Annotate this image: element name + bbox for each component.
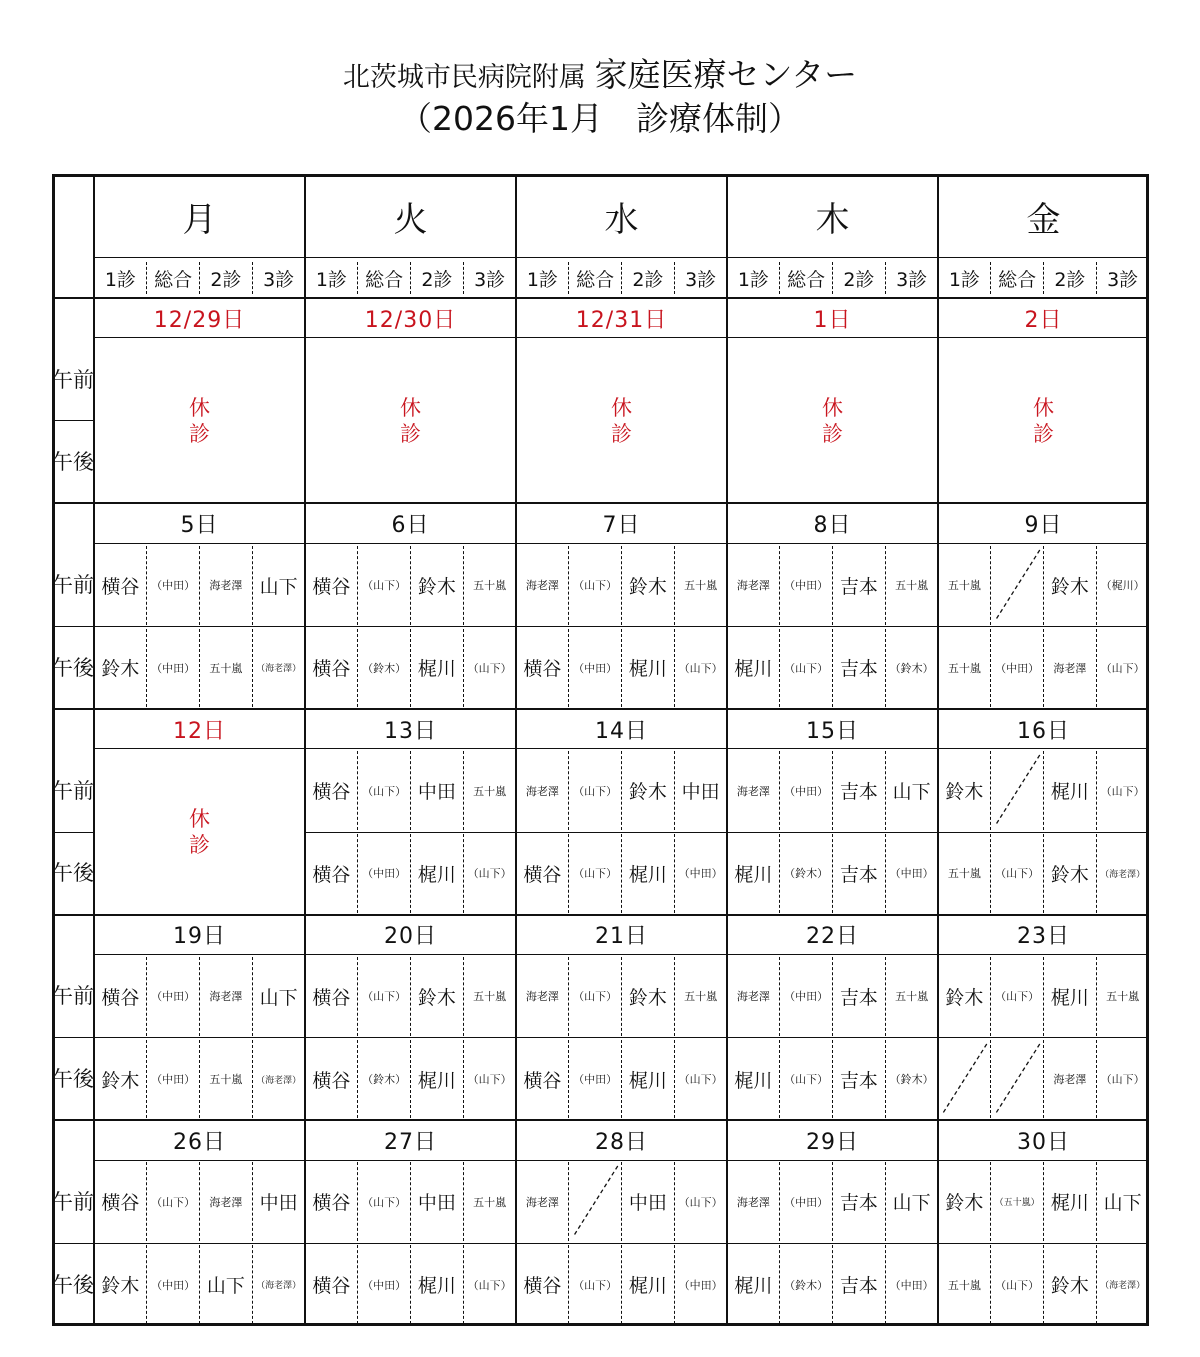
doctor-slot: （中田）: [151, 990, 196, 1004]
period-label-am: 午前: [52, 984, 94, 1009]
clinic-column-header: 3診: [896, 268, 928, 291]
doctor-slot: 横谷: [312, 1275, 351, 1298]
doctor-slot: （山下）: [573, 990, 618, 1004]
doctor-slot: （中田）: [362, 1278, 407, 1292]
doctor-slot: （中田）: [573, 661, 618, 675]
doctor-slot: （海老澤）: [1100, 869, 1146, 880]
page-title: [0, 55, 1200, 98]
doctor-slot: （山下）: [784, 1073, 829, 1087]
doctor-slot: 海老澤: [209, 990, 243, 1004]
doctor-slot: （中田）: [573, 1073, 618, 1087]
doctor-slot: 梶川: [1050, 986, 1089, 1009]
doctor-slot: （山下）: [362, 784, 407, 798]
doctor-slot: 五十嵐: [947, 579, 981, 593]
date-cell: 22日: [806, 924, 859, 950]
clinic-column-header: 1診: [948, 268, 980, 291]
clinic-column-header: 2診: [632, 268, 664, 291]
doctor-slot: 横谷: [523, 658, 562, 681]
doctor-slot: （中田）: [995, 661, 1040, 675]
date-cell: 12/31日: [575, 307, 668, 333]
doctor-slot: （山下）: [995, 867, 1040, 881]
doctor-slot: （山下）: [573, 867, 618, 881]
doctor-slot: 五十嵐: [895, 579, 929, 593]
doctor-slot: 横谷: [523, 1275, 562, 1298]
period-label-pm: 午後: [52, 861, 94, 886]
doctor-slot: （山下）: [1100, 661, 1145, 675]
doctor-slot: 山下: [259, 575, 298, 598]
period-label-pm: 午後: [52, 655, 94, 680]
doctor-slot: （山下）: [678, 661, 723, 675]
page-subtitle: （2026年1月 診療体制）: [399, 99, 801, 138]
doctor-slot: 海老澤: [1053, 661, 1087, 675]
doctor-slot: （中田）: [151, 1073, 196, 1087]
doctor-slot: 吉本: [839, 658, 878, 681]
clinic-column-header: 2診: [1054, 268, 1086, 291]
closed-char: 診: [400, 421, 421, 446]
doctor-slot: 五十嵐: [947, 661, 981, 675]
clinic-column-header: 総合: [576, 268, 615, 291]
doctor-slot: （山下）: [573, 784, 618, 798]
doctor-slot: （山下）: [151, 1195, 196, 1209]
clinic-column-header: 3診: [685, 268, 717, 291]
closed-char: 診: [611, 421, 632, 446]
doctor-slot: （中田）: [784, 1195, 829, 1209]
doctor-slot: （鈴木）: [362, 661, 407, 675]
doctor-slot: 鈴木: [101, 658, 140, 681]
date-cell: 29日: [806, 1129, 859, 1155]
date-cell: 7日: [602, 513, 641, 539]
clinic-column-header: 総合: [154, 268, 193, 291]
doctor-slot: （山下）: [467, 1278, 512, 1292]
doctor-slot: 梶川: [1050, 781, 1089, 804]
doctor-slot: （中田）: [889, 867, 934, 881]
doctor-slot: 横谷: [523, 863, 562, 886]
weekday-header: 金: [1026, 199, 1061, 240]
doctor-slot: （梶川）: [1100, 579, 1145, 593]
clinic-column-header: 3診: [474, 268, 506, 291]
doctor-slot: 吉本: [839, 863, 878, 886]
date-cell: 14日: [595, 718, 648, 744]
doctor-slot: 吉本: [839, 986, 878, 1009]
doctor-slot: （中田）: [784, 990, 829, 1004]
doctor-slot: 中田: [417, 1192, 456, 1215]
weekday-header: 水: [604, 199, 639, 240]
date-cell: 28日: [595, 1129, 648, 1155]
doctor-slot: （山下）: [678, 1073, 723, 1087]
doctor-slot: （山下）: [362, 990, 407, 1004]
doctor-slot: 山下: [259, 986, 298, 1009]
date-cell: 15日: [806, 718, 859, 744]
doctor-slot: 鈴木: [628, 781, 667, 804]
date-cell: 12/29日: [153, 307, 246, 333]
doctor-slot: 吉本: [839, 1192, 878, 1215]
weekday-header: 火: [393, 199, 428, 240]
doctor-slot: 海老澤: [525, 784, 559, 798]
doctor-slot: （海老澤）: [256, 664, 302, 675]
closed-char: 休: [1033, 395, 1054, 420]
doctor-slot: 海老澤: [209, 1195, 243, 1209]
doctor-slot: （山下）: [678, 1195, 723, 1209]
period-label-am: 午前: [52, 573, 94, 598]
clinic-column-header: 2診: [843, 268, 875, 291]
clinic-column-header: 総合: [787, 268, 826, 291]
doctor-slot: （海老澤）: [256, 1281, 302, 1292]
doctor-slot: 五十嵐: [947, 1278, 981, 1292]
doctor-slot: 横谷: [312, 658, 351, 681]
date-cell: 16日: [1017, 718, 1070, 744]
doctor-slot: （中田）: [151, 1278, 196, 1292]
doctor-slot: 鈴木: [1050, 575, 1089, 598]
date-cell: 23日: [1017, 924, 1070, 950]
doctor-slot: （中田）: [362, 867, 407, 881]
doctor-slot: 梶川: [734, 1275, 773, 1298]
doctor-slot: （中田）: [678, 1278, 723, 1292]
clinic-column-header: 1診: [737, 268, 769, 291]
doctor-slot: 横谷: [312, 1192, 351, 1215]
doctor-slot: 横谷: [312, 1069, 351, 1092]
doctor-slot: 横谷: [312, 781, 351, 804]
clinic-column-header: 3診: [1107, 268, 1139, 291]
doctor-slot: 横谷: [312, 986, 351, 1009]
doctor-slot: （山下）: [467, 661, 512, 675]
clinic-column-header: 3診: [263, 268, 295, 291]
doctor-slot: 横谷: [312, 863, 351, 886]
doctor-slot: 梶川: [417, 863, 456, 886]
weekday-header: 月: [182, 199, 217, 240]
doctor-slot: （山下）: [1100, 1073, 1145, 1087]
doctor-slot: （山下）: [362, 1195, 407, 1209]
doctor-slot: 海老澤: [525, 1195, 559, 1209]
doctor-slot: 五十嵐: [1106, 990, 1140, 1004]
closed-char: 休: [611, 395, 632, 420]
doctor-slot: 鈴木: [101, 1069, 140, 1092]
doctor-slot: 海老澤: [736, 1195, 770, 1209]
doctor-slot: 梶川: [417, 658, 456, 681]
doctor-slot: （鈴木）: [784, 1278, 829, 1292]
date-cell: 2日: [1024, 307, 1063, 333]
doctor-slot: 横谷: [101, 575, 140, 598]
doctor-slot: 吉本: [839, 1069, 878, 1092]
doctor-slot: 梶川: [628, 658, 667, 681]
doctor-slot: （山下）: [362, 579, 407, 593]
closed-char: 診: [822, 421, 843, 446]
doctor-slot: 鈴木: [1050, 863, 1089, 886]
period-label-pm: 午後: [52, 450, 94, 475]
table-frame: [52, 174, 1149, 1326]
title-prefix: 北茨城市民病院附属: [342, 62, 586, 93]
doctor-slot: 海老澤: [525, 990, 559, 1004]
weekday-header: 木: [815, 199, 850, 240]
doctor-slot: 梶川: [628, 1275, 667, 1298]
doctor-slot: 鈴木: [945, 781, 984, 804]
date-cell: 5日: [180, 513, 219, 539]
date-cell: 30日: [1017, 1129, 1070, 1155]
doctor-slot: （中田）: [678, 867, 723, 881]
doctor-slot: 鈴木: [628, 986, 667, 1009]
date-cell: 27日: [384, 1129, 437, 1155]
period-label-pm: 午後: [52, 1272, 94, 1297]
date-cell: 8日: [813, 513, 852, 539]
date-cell: 12/30日: [364, 307, 457, 333]
clinic-column-header: 1診: [526, 268, 558, 291]
doctor-slot: 五十嵐: [684, 990, 718, 1004]
doctor-slot: 鈴木: [101, 1275, 140, 1298]
doctor-slot: 吉本: [839, 575, 878, 598]
closed-char: 休: [189, 806, 210, 831]
doctor-slot: 五十嵐: [473, 990, 507, 1004]
doctor-slot: （中田）: [151, 661, 196, 675]
doctor-slot: 鈴木: [417, 986, 456, 1009]
clinic-column-header: 総合: [998, 268, 1037, 291]
closed-char: 診: [189, 832, 210, 857]
doctor-slot: （鈴木）: [362, 1073, 407, 1087]
doctor-slot: 五十嵐: [209, 661, 243, 675]
doctor-slot: （山下）: [1100, 784, 1145, 798]
doctor-slot: 梶川: [628, 1069, 667, 1092]
doctor-slot: （海老澤）: [1100, 1281, 1146, 1292]
doctor-slot: 梶川: [417, 1069, 456, 1092]
doctor-slot: 横谷: [101, 986, 140, 1009]
doctor-slot: 横谷: [312, 575, 351, 598]
date-cell: 6日: [391, 513, 430, 539]
date-cell: 26日: [173, 1129, 226, 1155]
date-cell: 21日: [595, 924, 648, 950]
schedule-table: [52, 174, 1149, 1326]
doctor-slot: 吉本: [839, 1275, 878, 1298]
doctor-slot: 梶川: [734, 1069, 773, 1092]
clinic-column-header: 1診: [315, 268, 347, 291]
doctor-slot: 横谷: [101, 1192, 140, 1215]
doctor-slot: 中田: [681, 781, 720, 804]
doctor-slot: 梶川: [1050, 1192, 1089, 1215]
period-label-pm: 午後: [52, 1067, 94, 1092]
doctor-slot: （山下）: [995, 990, 1040, 1004]
closed-char: 休: [822, 395, 843, 420]
doctor-slot: 山下: [892, 1192, 931, 1215]
doctor-slot: 鈴木: [1050, 1275, 1089, 1298]
doctor-slot: 五十嵐: [895, 990, 929, 1004]
doctor-slot: （中田）: [889, 1278, 934, 1292]
clinic-column-header: 2診: [421, 268, 453, 291]
doctor-slot: （山下）: [573, 1278, 618, 1292]
doctor-slot: （五十嵐）: [994, 1198, 1040, 1209]
doctor-slot: （中田）: [784, 579, 829, 593]
clinic-column-header: 総合: [365, 268, 404, 291]
doctor-slot: 鈴木: [417, 575, 456, 598]
doctor-slot: （山下）: [995, 1278, 1040, 1292]
closed-char: 診: [189, 421, 210, 446]
doctor-slot: 横谷: [523, 1069, 562, 1092]
doctor-slot: 山下: [206, 1275, 245, 1298]
doctor-slot: 梶川: [734, 863, 773, 886]
date-cell: 20日: [384, 924, 437, 950]
doctor-slot: 海老澤: [525, 579, 559, 593]
doctor-slot: 海老澤: [209, 579, 243, 593]
doctor-slot: 海老澤: [736, 579, 770, 593]
doctor-slot: （山下）: [467, 1073, 512, 1087]
doctor-slot: 中田: [259, 1192, 298, 1215]
doctor-slot: （中田）: [784, 784, 829, 798]
closed-char: 休: [189, 395, 210, 420]
doctor-slot: （鈴木）: [889, 1073, 934, 1087]
doctor-slot: 五十嵐: [209, 1073, 243, 1087]
doctor-slot: 五十嵐: [684, 579, 718, 593]
date-cell: 19日: [173, 924, 226, 950]
doctor-slot: 五十嵐: [473, 579, 507, 593]
date-cell: 1日: [813, 307, 852, 333]
date-cell: 12日: [173, 718, 226, 744]
doctor-slot: 山下: [892, 781, 931, 804]
closed-char: 休: [400, 395, 421, 420]
period-label-am: 午前: [52, 367, 94, 392]
doctor-slot: 梶川: [734, 658, 773, 681]
title-main: 家庭医療センター: [594, 55, 858, 94]
doctor-slot: 鈴木: [945, 986, 984, 1009]
doctor-slot: 梶川: [628, 863, 667, 886]
doctor-slot: （山下）: [467, 867, 512, 881]
doctor-slot: 海老澤: [1053, 1073, 1087, 1087]
doctor-slot: （山下）: [573, 579, 618, 593]
doctor-slot: 中田: [628, 1192, 667, 1215]
doctor-slot: 中田: [417, 781, 456, 804]
doctor-slot: （中田）: [151, 579, 196, 593]
doctor-slot: 山下: [1103, 1192, 1142, 1215]
doctor-slot: 海老澤: [736, 990, 770, 1004]
doctor-slot: 梶川: [417, 1275, 456, 1298]
doctor-slot: （鈴木）: [889, 661, 934, 675]
doctor-slot: 吉本: [839, 781, 878, 804]
doctor-slot: 海老澤: [736, 784, 770, 798]
doctor-slot: （鈴木）: [784, 867, 829, 881]
doctor-slot: 五十嵐: [473, 784, 507, 798]
period-label-am: 午前: [52, 778, 94, 803]
doctor-slot: 鈴木: [628, 575, 667, 598]
clinic-column-header: 1診: [104, 268, 136, 291]
doctor-slot: 五十嵐: [947, 867, 981, 881]
doctor-slot: 鈴木: [945, 1192, 984, 1215]
period-label-am: 午前: [52, 1189, 94, 1214]
doctor-slot: （海老澤）: [256, 1075, 302, 1086]
closed-char: 診: [1033, 421, 1054, 446]
date-cell: 13日: [384, 718, 437, 744]
date-cell: 9日: [1024, 513, 1063, 539]
doctor-slot: 五十嵐: [473, 1195, 507, 1209]
clinic-column-header: 2診: [210, 268, 242, 291]
doctor-slot: （山下）: [784, 661, 829, 675]
